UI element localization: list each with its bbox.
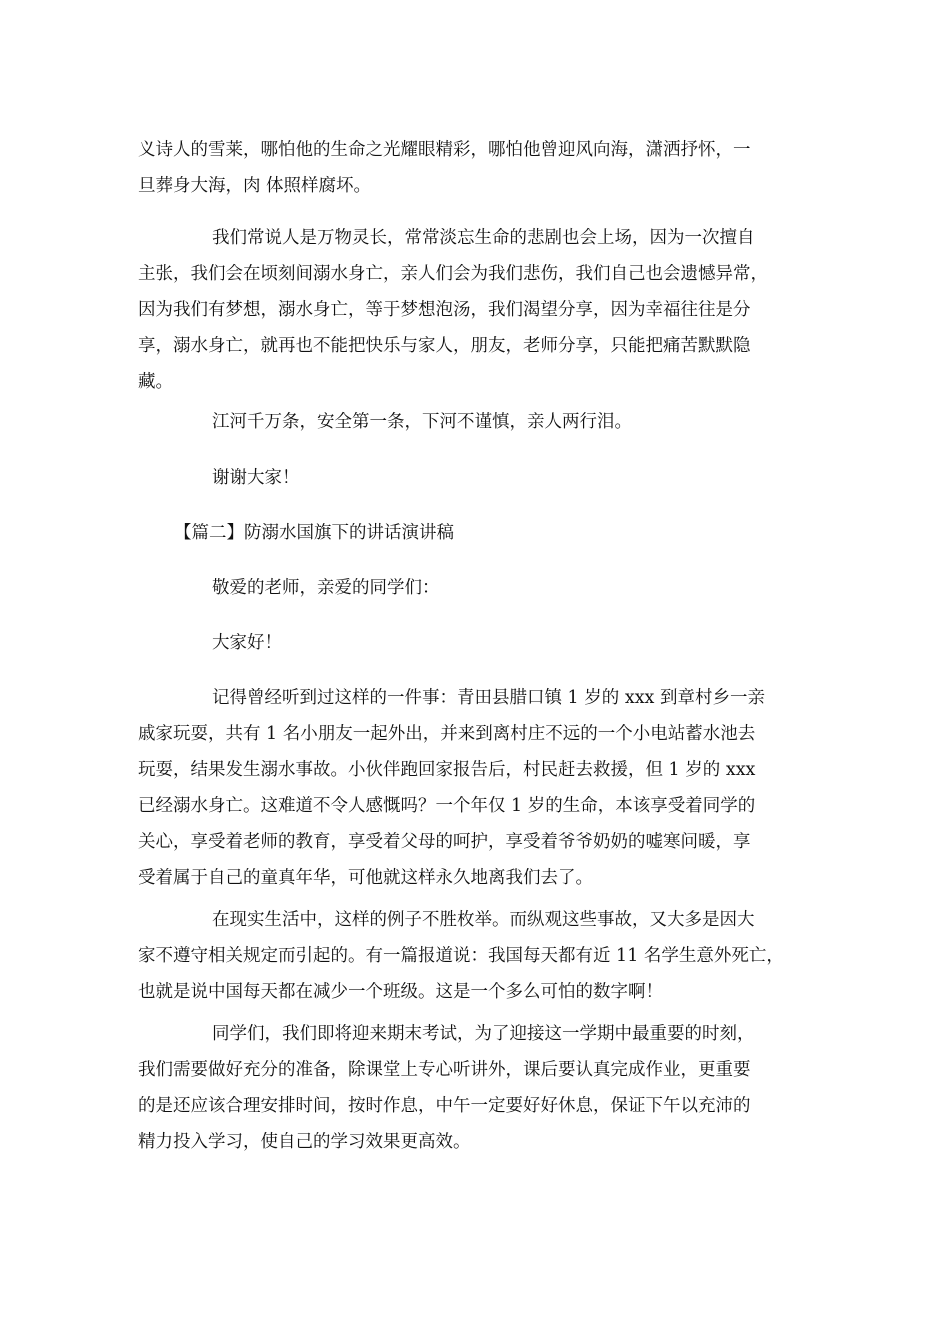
text-line: 我们需要做好充分的准备，除课堂上专心听讲外，课后要认真完成作业，更重要	[138, 1060, 751, 1080]
paragraph-incident-story	[138, 680, 818, 896]
text-line: 戚家玩耍，共有 1 名小朋友一起外出，并来到离村庄不远的一个小电站蓄水池去	[138, 724, 756, 744]
text-line: 记得曾经听到过这样的一件事：青田县腊口镇 1 岁的 xxx 到章村乡一亲	[212, 688, 765, 708]
text-line: 同学们，我们即将迎来期末考试，为了迎接这一学期中最重要的时刻，	[212, 1024, 755, 1044]
text-line: 受着属于自己的童真年华，可他就这样永久地离我们去了。	[138, 868, 593, 888]
text-line: 旦葬身大海，肉 体照样腐坏。	[138, 176, 372, 196]
section-heading: 【篇二】防溺水国旗下的讲话演讲稿	[174, 523, 454, 543]
paragraph-greeting	[138, 625, 818, 661]
text-line: 主张，我们会在顷刻间溺水身亡，亲人们会为我们悲伤，我们自己也会遗憾异常，	[138, 264, 768, 284]
text-line: 家不遵守相关规定而引起的。有一篇报道说：我国每天都有近 11 名学生意外死亡，	[138, 946, 784, 966]
text-line: 藏。	[138, 372, 173, 392]
text-line: 义诗人的雪莱，哪怕他的生命之光耀眼精彩，哪怕他曾迎风向海，潇洒抒怀，一	[138, 140, 751, 160]
text-line: 我们常说人是万物灵长，常常淡忘生命的悲剧也会上场，因为一次擅自	[212, 228, 755, 248]
paragraph-safety-slogan	[138, 404, 818, 440]
text-line: 玩耍，结果发生溺水事故。小伙伴跑回家报告后，村民赶去救援，但 1 岁的 xxx	[138, 760, 756, 780]
text-line: 江河千万条，安全第一条，下河不谨慎，亲人两行泪。	[212, 412, 632, 432]
paragraph-drowning-tragedy	[138, 220, 818, 400]
text-line: 敬爱的老师，亲爱的同学们：	[212, 578, 440, 598]
text-line: 因为我们有梦想，溺水身亡，等于梦想泡汤，我们渴望分享，因为幸福往往是分	[138, 300, 751, 320]
text-line: 的是还应该合理安排时间，按时作息，中午一定要好好休息，保证下午以充沛的	[138, 1096, 751, 1116]
paragraph-thanks	[138, 460, 818, 496]
paragraph-continuation	[138, 132, 818, 204]
text-line: 在现实生活中，这样的例子不胜枚举。而纵观这些事故，又大多是因大	[212, 910, 755, 930]
text-line: 已经溺水身亡。这难道不令人感慨吗？一个年仅 1 岁的生命，本该享受着同学的	[138, 796, 756, 816]
text-line: 也就是说中国每天都在减少一个班级。这是一个多么可怕的数字啊！	[138, 982, 663, 1002]
text-line: 关心，享受着老师的教育，享受着父母的呵护，享受着爷爷奶奶的嘘寒问暖，享	[138, 832, 751, 852]
text-line: 精力投入学习，使自己的学习效果更高效。	[138, 1132, 471, 1152]
text-line: 大家好！	[212, 633, 282, 653]
text-line: 谢谢大家！	[212, 468, 300, 488]
paragraph-salutation	[138, 570, 818, 606]
paragraph-statistics	[138, 902, 818, 1010]
text-line: 享，溺水身亡，就再也不能把快乐与家人，朋友，老师分享，只能把痛苦默默隐	[138, 336, 751, 356]
paragraph-exam-advice	[138, 1016, 818, 1160]
